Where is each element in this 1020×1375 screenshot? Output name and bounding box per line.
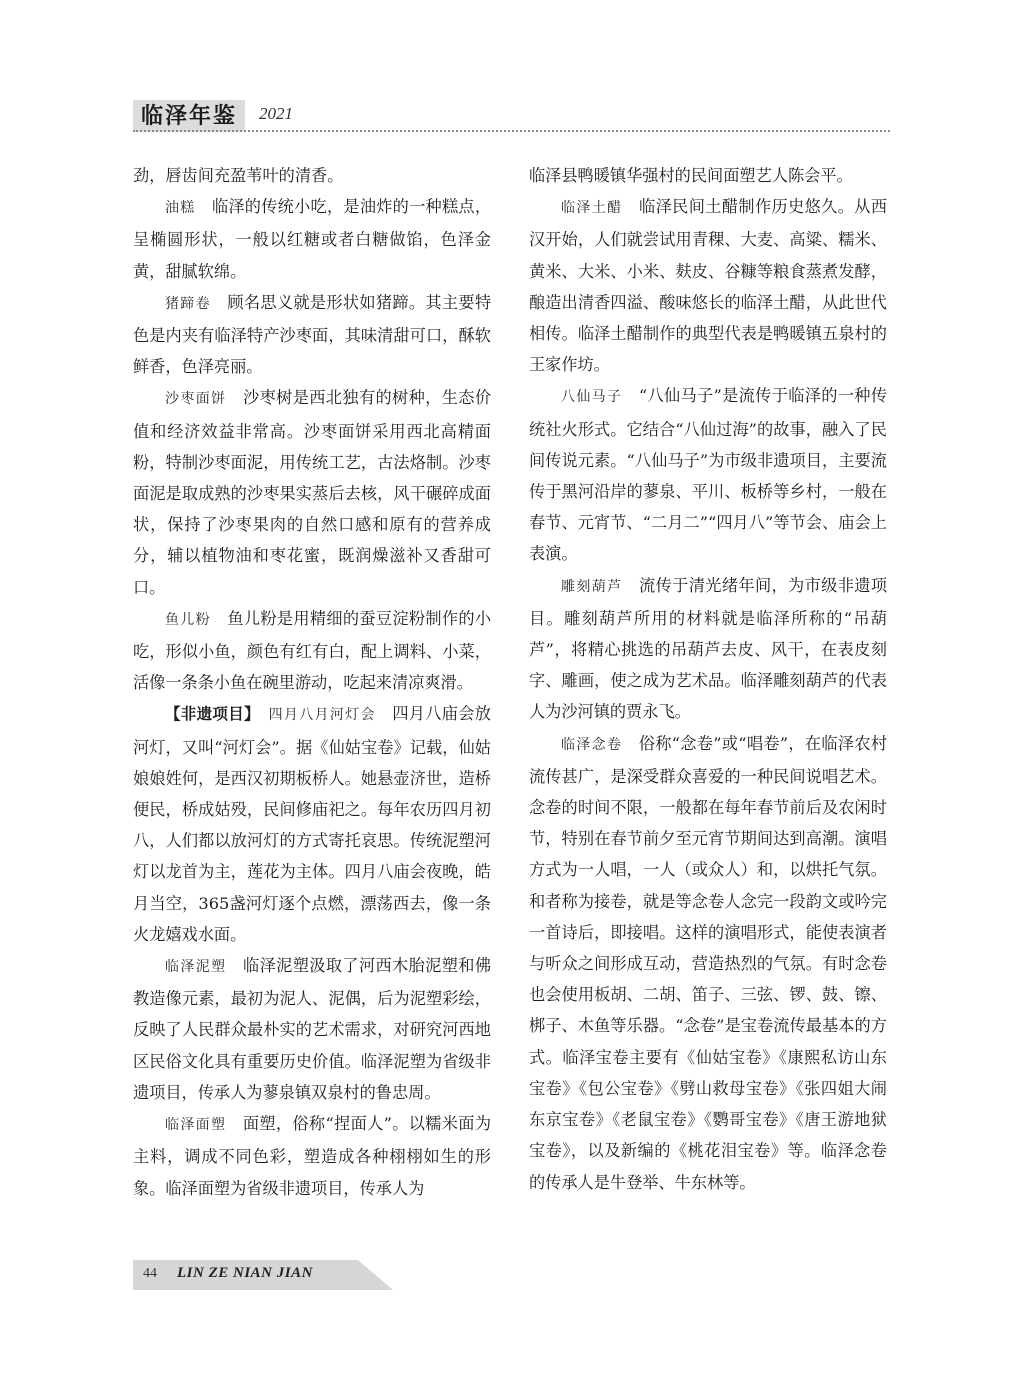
- footer-title: LIN ZE NIAN JIAN: [177, 1265, 313, 1281]
- yearbook-logo: 临泽年鉴: [133, 100, 245, 132]
- entry-term: 八仙马子: [561, 389, 623, 406]
- paragraph-baxianmazi: [529, 380, 887, 569]
- entry-text: 俗称“念卷”或“唱卷”，在临泽农村流传甚广，是深受群众喜爱的一种民间说唱艺术。念卷的时间不限，一般都在每年春节前后及农闲时节，特别在春节前夕至元宵节期间达到高潮。演唱方式为一人唱，一人（或众人）和，以烘托气氛。和者称为接卷，就是等念卷人念完一段韵文或吟完一首诗后，即接唱。这样的演唱形式，能使表演者与听众之间形成互动，营造热烈的气氛。有时念卷也会使用板胡、二胡、笛子、三弦、锣、鼓、镲、梆子、木鱼等乐器。“念卷”是宝卷流传最基本的方式。临泽宝卷主要有《仙姑宝卷》《康熙私访山东宝卷》《包公宝卷》《劈山救母宝卷》《张四姐大闹东京宝卷》《老鼠宝卷》《鹦哥宝卷》《唐王游地狱宝卷》，以及新编的《桃花泪宝卷》等。临泽念卷的传承人是牛登举、牛东林等。: [529, 733, 888, 1192]
- page-header: [133, 100, 890, 136]
- page-number: 44: [143, 1266, 157, 1281]
- entry-text: 临泽的传统小吃，是油炸的一种糕点，呈椭圆形状，一般以红糖或者白糖做馅，色泽金黄，甜腻软绵。: [133, 197, 492, 281]
- entry-text: 临泽泥塑汲取了河西木胎泥塑和佛教造像元素，最初为泥人、泥偶，后为泥塑彩绘，反映了人民群众最朴实的艺术需求，对研究河西地区民俗文化具有重要历史价值。临泽泥塑为省级非遗项目，传承人为蓼泉镇双泉村的鲁忠周。: [133, 956, 492, 1102]
- paragraph: 劲，唇齿间充盈苇叶的清香。: [133, 166, 344, 185]
- paragraph-hedenghui: [133, 698, 491, 950]
- entry-text: 沙枣树是西北独有的树种，生态价值和经济效益非常高。沙枣面饼采用西北高精面粉，特制沙枣面泥，用传统工艺，古法烙制。沙枣面泥是取成熟的沙枣果实蒸后去核，风干碾碎成面状，保持了沙枣果肉的自然口感和原有的营养成分，辅以植物油和枣花蜜，既润燥滋补又香甜可口。: [133, 388, 492, 597]
- paragraph-nisu: [133, 950, 491, 1108]
- paragraph: 临泽县鸭暖镇华强村的民间面塑艺人陈会平。: [529, 166, 853, 185]
- entry-text: 面塑，俗称“捏面人”。以糯米面为主料，调成不同色彩，塑造成各种栩栩如生的形象。临泽面塑为省级非遗项目，传承人为: [133, 1114, 492, 1198]
- paragraph-diaokehulu: [529, 570, 887, 728]
- paragraph-miansu: [133, 1108, 491, 1204]
- entry-term: 猪蹄卷: [165, 295, 211, 312]
- entry-text: 临泽民间土醋制作历史悠久。从西汉开始，人们就尝试用青稞、大麦、高粱、糯米、黄米、大米、小米、麸皮、谷糠等粮食蒸煮发酵，酿造出清香四溢、酸味悠长的临泽土醋，从此世代相传。临泽土醋制作的典型代表是鸭暖镇五泉村的王家作坊。: [529, 197, 888, 375]
- entry-term: 临泽泥塑: [165, 959, 227, 976]
- left-column: [133, 160, 491, 1204]
- page-footer: [133, 1260, 393, 1290]
- entry-term: 四月八月河灯会: [268, 707, 376, 724]
- right-column: [529, 160, 887, 1198]
- entry-text: 四月八庙会放河灯，又叫“河灯会”。据《仙姑宝卷》记载，仙姑娘娘姓何，是西汉初期板桥人。她悬壶济世，造桥便民，桥成姑殁，民间修庙祀之。每年农历四月初八，人们都以放河灯的方式寄托哀思。传统泥塑河灯以龙首为主，莲花为主体。四月八庙会夜晚，皓月当空，365盏河灯逐个点燃，漂荡西去，像一条火龙嬉戏水面。: [133, 704, 491, 944]
- paragraph-youfgao: [133, 191, 491, 287]
- entry-term: 临泽土醋: [561, 200, 623, 217]
- entry-term: 雕刻葫芦: [561, 578, 623, 595]
- entry-text: “八仙马子”是流传于临泽的一种传统社火形式。它结合“八仙过海”的故事，融入了民间传说元素。“八仙马子”为市级非遗项目，主要流传于黑河沿岸的蓼泉、平川、板桥等乡村，一般在春节、元宵节、“二月二”“四月八”等节会、庙会上表演。: [529, 386, 888, 564]
- section-heading: 【非遗项目】: [165, 705, 253, 724]
- entry-term: 鱼儿粉: [165, 611, 211, 628]
- entry-term: 沙枣面饼: [165, 391, 227, 408]
- paragraph-yuerfen: [133, 603, 491, 699]
- entry-term: 临泽念卷: [561, 736, 623, 753]
- entry-term: 临泽面塑: [165, 1117, 227, 1134]
- header-divider: [133, 130, 890, 132]
- entry-text: 鱼儿粉是用精细的蚕豆淀粉制作的小吃，形似小鱼，颜色有红有白，配上调料、小菜，活像一条条小鱼在碗里游动，吃起来清凉爽滑。: [133, 608, 492, 693]
- paragraph-nianjuan: [529, 728, 887, 1198]
- paragraph-zhutijuan: [133, 287, 491, 383]
- paragraph-shazaomianbing: [133, 382, 491, 602]
- paragraph-tucu: [529, 191, 887, 380]
- entry-text: 流传于清光绪年间，为市级非遗项目。雕刻葫芦所用的材料就是临泽所称的“吊葫芦”，将精心挑选的吊葫芦去皮、风干，在表皮刻字、雕画，使之成为艺术品。临泽雕刻葫芦的代表人为沙河镇的贾永飞。: [529, 575, 888, 722]
- entry-text: 顾名思义就是形状如猪蹄。其主要特色是内夹有临泽特产沙枣面，其味清甜可口，酥软鲜香，色泽亮丽。: [133, 292, 492, 377]
- entry-term: 油糕: [165, 200, 196, 217]
- yearbook-year: 2021: [259, 104, 293, 123]
